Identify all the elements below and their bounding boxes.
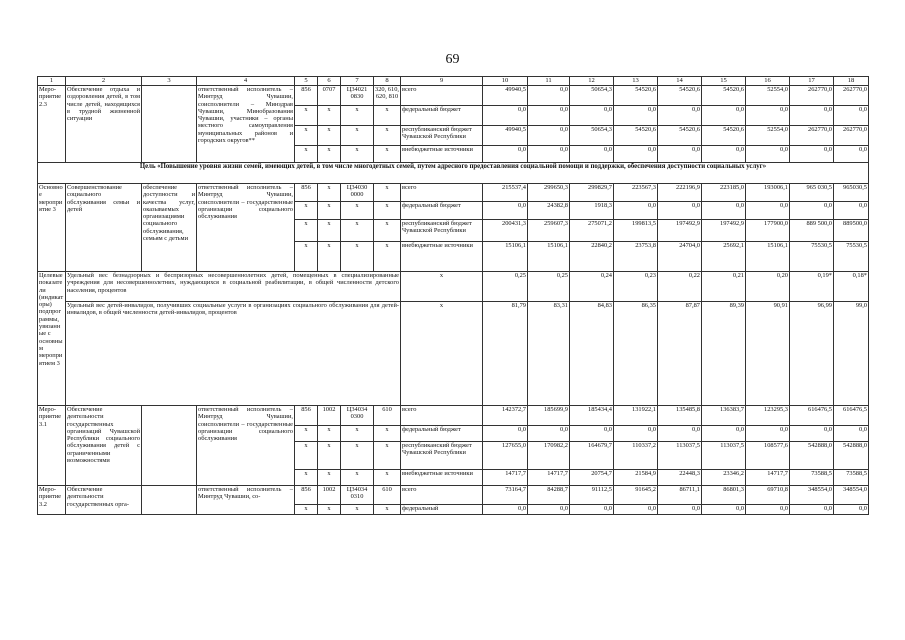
amount-cell: 616476,5 xyxy=(790,406,834,426)
indicator-value: 99,0 xyxy=(834,302,869,406)
amount-cell: 86801,3 xyxy=(702,486,746,505)
amount-cell: 0,0 xyxy=(790,106,834,126)
indicator-value: 96,99 xyxy=(790,302,834,406)
funding-row xyxy=(38,486,869,505)
amount-cell: 0,0 xyxy=(746,426,790,442)
target-article-code: x xyxy=(341,442,374,470)
amount-cell: 54520,6 xyxy=(614,126,658,146)
executor: ответственный исполнитель – Минтруд Чувашии, соисполнители – государственные организации социального обслуживания xyxy=(197,184,295,272)
grbs-code: x xyxy=(295,220,318,242)
section-code: x xyxy=(318,470,341,486)
amount-cell: 965 030,5 xyxy=(790,184,834,202)
funding-source: внебюджетные источники xyxy=(401,470,483,486)
amount-cell: 0,0 xyxy=(834,202,869,220)
amount-cell: 0,0 xyxy=(702,202,746,220)
expected-result xyxy=(142,86,197,163)
target-article-code: Ц34034 0310 xyxy=(341,486,374,505)
amount-cell: 23346,2 xyxy=(702,470,746,486)
amount-cell: 0,0 xyxy=(570,426,614,442)
amount-cell: 0,0 xyxy=(834,146,869,163)
amount-cell: 50654,3 xyxy=(570,126,614,146)
indicator-value: 90,91 xyxy=(746,302,790,406)
amount-cell: 348554,0 xyxy=(834,486,869,505)
amount-cell: 889 500,0 xyxy=(790,220,834,242)
amount-cell: 348554,0 xyxy=(790,486,834,505)
target-article-code: x xyxy=(341,106,374,126)
funding-source: внебюджетные источники xyxy=(401,242,483,272)
amount-cell: 193006,1 xyxy=(746,184,790,202)
column-header: 16 xyxy=(746,77,790,86)
amount-cell: 0,0 xyxy=(658,106,702,126)
funding-source: внебюджетные источники xyxy=(401,146,483,163)
amount-cell: 0,0 xyxy=(746,146,790,163)
indicator-value: 89,39 xyxy=(702,302,746,406)
expense-type-code: x xyxy=(374,146,401,163)
amount-cell: 54520,6 xyxy=(702,126,746,146)
column-header: 1 xyxy=(38,77,66,86)
amount-cell: 0,0 xyxy=(746,505,790,515)
column-header: 18 xyxy=(834,77,869,86)
amount-cell: 91645,2 xyxy=(614,486,658,505)
expense-type-code: x xyxy=(374,470,401,486)
expense-type-code: x xyxy=(374,184,401,202)
indicator-value: 81,79 xyxy=(483,302,528,406)
amount-cell: 0,0 xyxy=(702,426,746,442)
column-header: 5 xyxy=(295,77,318,86)
amount-cell: 15106,1 xyxy=(746,242,790,272)
amount-cell: 22840,2 xyxy=(570,242,614,272)
event-name: Основное мероприятие 3 xyxy=(38,184,66,272)
amount-cell: 0,0 xyxy=(483,146,528,163)
amount-cell: 0,0 xyxy=(746,106,790,126)
amount-cell: 0,0 xyxy=(528,126,570,146)
section-code: x xyxy=(318,426,341,442)
column-header: 9 xyxy=(401,77,483,86)
amount-cell: 50654,3 xyxy=(570,86,614,106)
expense-type-code: x xyxy=(374,202,401,220)
amount-cell: 0,0 xyxy=(483,505,528,515)
amount-cell: 0,0 xyxy=(614,146,658,163)
expense-type-code: x xyxy=(374,106,401,126)
column-header: 4 xyxy=(197,77,295,86)
indicator-value: 0,23 xyxy=(614,272,658,302)
section-code: x xyxy=(318,146,341,163)
amount-cell: 73164,7 xyxy=(483,486,528,505)
amount-cell: 24704,0 xyxy=(658,242,702,272)
amount-cell: 49940,5 xyxy=(483,126,528,146)
section-code: x xyxy=(318,505,341,515)
amount-cell: 0,0 xyxy=(702,106,746,126)
expense-type-code: x xyxy=(374,126,401,146)
column-header: 10 xyxy=(483,77,528,86)
amount-cell: 73588,5 xyxy=(790,470,834,486)
amount-cell: 0,0 xyxy=(746,202,790,220)
expense-type-code: x xyxy=(374,426,401,442)
indicator-marker: x xyxy=(401,302,483,406)
amount-cell: 0,0 xyxy=(702,505,746,515)
expense-type-code: x xyxy=(374,220,401,242)
indicator-value: 84,83 xyxy=(570,302,614,406)
funding-source: федеральный xyxy=(401,505,483,515)
grbs-code: 856 xyxy=(295,406,318,426)
expected-result: обеспечение доступности и качества услуг, оказываемых организациями социального обслуживания, семьям с детьми xyxy=(142,184,197,272)
column-header: 12 xyxy=(570,77,614,86)
funding-source: всего xyxy=(401,486,483,505)
grbs-code: x xyxy=(295,126,318,146)
indicator-value: 0,18* xyxy=(834,272,869,302)
section-code: x xyxy=(318,184,341,202)
section-code: x xyxy=(318,106,341,126)
section-code: 1002 xyxy=(318,486,341,505)
indicators-label: Целевые показатели (индикаторы) подпрограммы, увязанные с основным мероприятием 3 xyxy=(38,272,66,406)
funding-source: республиканский бюджет Чувашской Республики xyxy=(401,220,483,242)
amount-cell: 142372,7 xyxy=(483,406,528,426)
event-description: Обеспечение деятельности государственных организаций Чувашской Республики социального обслуживания детей с ограниченными возможностями xyxy=(66,406,142,486)
indicator-value: 0,25 xyxy=(528,272,570,302)
target-article-code: x xyxy=(341,426,374,442)
event-name: Меро-приятие 2.3 xyxy=(38,86,66,163)
amount-cell: 0,0 xyxy=(483,426,528,442)
event-name: Меро-приятие 3.2 xyxy=(38,486,66,515)
column-header: 13 xyxy=(614,77,658,86)
grbs-code: 856 xyxy=(295,86,318,106)
section-code: x xyxy=(318,242,341,272)
grbs-code: 856 xyxy=(295,184,318,202)
indicator-value: 0,20 xyxy=(746,272,790,302)
amount-cell: 0,0 xyxy=(614,106,658,126)
amount-cell: 113037,5 xyxy=(658,442,702,470)
funding-source: всего xyxy=(401,184,483,202)
amount-cell: 69710,8 xyxy=(746,486,790,505)
amount-cell: 135485,8 xyxy=(658,406,702,426)
amount-cell: 0,0 xyxy=(790,146,834,163)
amount-cell: 75530,5 xyxy=(790,242,834,272)
amount-cell: 1918,3 xyxy=(570,202,614,220)
target-article-code: x xyxy=(341,470,374,486)
funding-row xyxy=(38,86,869,106)
amount-cell: 23753,8 xyxy=(614,242,658,272)
indicator-value: 0,24 xyxy=(570,272,614,302)
expected-result xyxy=(142,406,197,486)
amount-cell: 0,0 xyxy=(528,86,570,106)
amount-cell: 262770,0 xyxy=(790,86,834,106)
amount-cell: 113037,5 xyxy=(702,442,746,470)
event-description: Совершенствование социального обслуживания семьи и детей xyxy=(66,184,142,272)
amount-cell: 164679,7 xyxy=(570,442,614,470)
amount-cell: 262770,0 xyxy=(834,86,869,106)
funding-row xyxy=(38,406,869,426)
target-article-code: x xyxy=(341,126,374,146)
amount-cell: 73588,5 xyxy=(834,470,869,486)
expense-type-code: x xyxy=(374,505,401,515)
expense-type-code: 320, 610, 620, 810 xyxy=(374,86,401,106)
amount-cell: 0,0 xyxy=(483,106,528,126)
executor: ответственный исполнитель – Минтруд Чувашии, соисполнители – государственные организации социального обслуживания xyxy=(197,406,295,486)
expense-type-code: x xyxy=(374,442,401,470)
amount-cell: 24382,8 xyxy=(528,202,570,220)
amount-cell: 259607,3 xyxy=(528,220,570,242)
grbs-code: x xyxy=(295,442,318,470)
amount-cell: 54520,6 xyxy=(658,126,702,146)
amount-cell: 0,0 xyxy=(570,106,614,126)
section-code: x xyxy=(318,220,341,242)
amount-cell: 200431,3 xyxy=(483,220,528,242)
grbs-code: 856 xyxy=(295,486,318,505)
amount-cell: 91112,5 xyxy=(570,486,614,505)
amount-cell: 0,0 xyxy=(614,202,658,220)
grbs-code: x xyxy=(295,426,318,442)
executor: ответственный исполнитель – Минтруд Чувашии, со- xyxy=(197,486,295,515)
grbs-code: x xyxy=(295,505,318,515)
amount-cell: 215537,4 xyxy=(483,184,528,202)
column-header: 7 xyxy=(341,77,374,86)
column-header: 14 xyxy=(658,77,702,86)
amount-cell: 131922,1 xyxy=(614,406,658,426)
amount-cell: 170982,2 xyxy=(528,442,570,470)
amount-cell: 127655,0 xyxy=(483,442,528,470)
section-code: 0707 xyxy=(318,86,341,106)
amount-cell: 0,0 xyxy=(790,426,834,442)
amount-cell: 25692,1 xyxy=(702,242,746,272)
indicator-text: Удельный вес безнадзорных и беспризорных несовершеннолетних детей, помещенных в специализированные учреждения для несовершеннолетних, нуждающихся в социальной реабилитации, в общей численности детского населения, процентов xyxy=(66,272,401,302)
indicator-value: 86,35 xyxy=(614,302,658,406)
funding-source: республиканский бюджет Чувашской Республики xyxy=(401,442,483,470)
amount-cell: 542888,0 xyxy=(790,442,834,470)
target-article-code: Ц34021 0830 xyxy=(341,86,374,106)
amount-cell: 0,0 xyxy=(614,505,658,515)
amount-cell: 0,0 xyxy=(702,146,746,163)
amount-cell: 49940,5 xyxy=(483,86,528,106)
amount-cell: 0,0 xyxy=(658,146,702,163)
grbs-code: x xyxy=(295,146,318,163)
amount-cell: 299829,7 xyxy=(570,184,614,202)
target-article-code: x xyxy=(341,220,374,242)
grbs-code: x xyxy=(295,106,318,126)
amount-cell: 54520,6 xyxy=(614,86,658,106)
grbs-code: x xyxy=(295,202,318,220)
goal-title: Цель «Повышение уровня жизни семей, имеющих детей, в том числе многодетных семей, путем адресного предоставления социальной помощи и поддержки, обеспечения доступности социальных услуг» xyxy=(38,163,869,184)
amount-cell: 965030,5 xyxy=(834,184,869,202)
amount-cell: 197492,9 xyxy=(658,220,702,242)
amount-cell: 199813,5 xyxy=(614,220,658,242)
column-header: 3 xyxy=(142,77,197,86)
amount-cell: 52554,0 xyxy=(746,126,790,146)
amount-cell: 21584,9 xyxy=(614,470,658,486)
amount-cell: 0,0 xyxy=(483,202,528,220)
amount-cell: 54520,6 xyxy=(702,86,746,106)
amount-cell: 15106,1 xyxy=(483,242,528,272)
amount-cell: 136383,7 xyxy=(702,406,746,426)
amount-cell: 0,0 xyxy=(658,426,702,442)
indicator-value: 83,31 xyxy=(528,302,570,406)
column-header: 8 xyxy=(374,77,401,86)
amount-cell: 0,0 xyxy=(658,505,702,515)
target-article-code: x xyxy=(341,202,374,220)
amount-cell: 223185,0 xyxy=(702,184,746,202)
expected-result xyxy=(142,486,197,515)
indicator-row xyxy=(38,272,869,302)
section-code: x xyxy=(318,126,341,146)
section-code: x xyxy=(318,202,341,220)
amount-cell: 0,0 xyxy=(528,505,570,515)
amount-cell: 299650,3 xyxy=(528,184,570,202)
amount-cell: 0,0 xyxy=(528,106,570,126)
amount-cell: 889500,0 xyxy=(834,220,869,242)
expense-type-code: 610 xyxy=(374,486,401,505)
event-name: Меро-приятие 3.1 xyxy=(38,406,66,486)
amount-cell: 14717,7 xyxy=(528,470,570,486)
amount-cell: 262770,0 xyxy=(834,126,869,146)
indicator-value: 87,87 xyxy=(658,302,702,406)
amount-cell: 84288,7 xyxy=(528,486,570,505)
expense-type-code: x xyxy=(374,242,401,272)
amount-cell: 616476,5 xyxy=(834,406,869,426)
amount-cell: 86711,1 xyxy=(658,486,702,505)
target-article-code: x xyxy=(341,505,374,515)
column-header: 17 xyxy=(790,77,834,86)
expense-type-code: 610 xyxy=(374,406,401,426)
funding-source: федеральный бюджет xyxy=(401,426,483,442)
amount-cell: 123295,3 xyxy=(746,406,790,426)
grbs-code: x xyxy=(295,242,318,272)
amount-cell: 0,0 xyxy=(570,146,614,163)
indicator-value: 0,21 xyxy=(702,272,746,302)
amount-cell: 75530,5 xyxy=(834,242,869,272)
indicator-marker: x xyxy=(401,272,483,302)
amount-cell: 0,0 xyxy=(790,202,834,220)
target-article-code: x xyxy=(341,146,374,163)
amount-cell: 177900,0 xyxy=(746,220,790,242)
amount-cell: 185699,9 xyxy=(528,406,570,426)
indicator-value: 0,25 xyxy=(483,272,528,302)
amount-cell: 0,0 xyxy=(614,426,658,442)
funding-source: федеральный бюджет xyxy=(401,106,483,126)
page-number: 69 xyxy=(445,52,460,67)
amount-cell: 0,0 xyxy=(570,505,614,515)
grbs-code: x xyxy=(295,470,318,486)
amount-cell: 14717,7 xyxy=(483,470,528,486)
amount-cell: 54520,6 xyxy=(658,86,702,106)
amount-cell: 14717,7 xyxy=(746,470,790,486)
amount-cell: 185434,4 xyxy=(570,406,614,426)
column-header: 15 xyxy=(702,77,746,86)
amount-cell: 15106,1 xyxy=(528,242,570,272)
amount-cell: 0,0 xyxy=(528,426,570,442)
target-article-code: Ц34034 0300 xyxy=(341,406,374,426)
amount-cell: 0,0 xyxy=(528,146,570,163)
amount-cell: 542888,0 xyxy=(834,442,869,470)
indicator-row xyxy=(38,302,869,406)
header-row xyxy=(38,77,869,86)
indicator-value: 0,19* xyxy=(790,272,834,302)
budget-table xyxy=(37,76,869,515)
section-code: 1002 xyxy=(318,406,341,426)
amount-cell: 0,0 xyxy=(834,505,869,515)
amount-cell: 22448,3 xyxy=(658,470,702,486)
amount-cell: 223567,3 xyxy=(614,184,658,202)
event-description: Обеспечение отдыха и оздоровления детей, в том числе детей, находящихся в трудной жизненной ситуации xyxy=(66,86,142,163)
section-code: x xyxy=(318,442,341,470)
amount-cell: 110337,2 xyxy=(614,442,658,470)
event-description: Обеспечение деятельности государственных орга- xyxy=(66,486,142,515)
funding-source: федеральный бюджет xyxy=(401,202,483,220)
amount-cell: 0,0 xyxy=(790,505,834,515)
target-article-code: x xyxy=(341,242,374,272)
amount-cell: 20754,7 xyxy=(570,470,614,486)
amount-cell: 197492,9 xyxy=(702,220,746,242)
amount-cell: 0,0 xyxy=(834,106,869,126)
indicator-value: 0,22 xyxy=(658,272,702,302)
funding-source: всего xyxy=(401,86,483,106)
target-article-code: Ц34030 0000 xyxy=(341,184,374,202)
funding-source: всего xyxy=(401,406,483,426)
funding-row xyxy=(38,184,869,202)
amount-cell: 52554,0 xyxy=(746,86,790,106)
executor: ответственный исполнитель – Минтруд Чувашии, соисполнители – Минздрав Чувашии, Минобразования Чувашии, участники – органы местного самоуправления муниципальных районов и городских округов** xyxy=(197,86,295,163)
indicator-text: Удельный вес детей-инвалидов, получивших социальные услуги в организациях социального обслуживания для детей-инвалидов, в общей численности детей-инвалидов, процентов xyxy=(66,302,401,406)
amount-cell: 108577,6 xyxy=(746,442,790,470)
goal-row xyxy=(38,163,869,184)
amount-cell: 222196,9 xyxy=(658,184,702,202)
column-header: 6 xyxy=(318,77,341,86)
amount-cell: 0,0 xyxy=(834,426,869,442)
column-header: 11 xyxy=(528,77,570,86)
funding-source: республиканский бюджет Чувашской Республики xyxy=(401,126,483,146)
amount-cell: 0,0 xyxy=(658,202,702,220)
amount-cell: 262770,0 xyxy=(790,126,834,146)
amount-cell: 275071,2 xyxy=(570,220,614,242)
column-header: 2 xyxy=(66,77,142,86)
